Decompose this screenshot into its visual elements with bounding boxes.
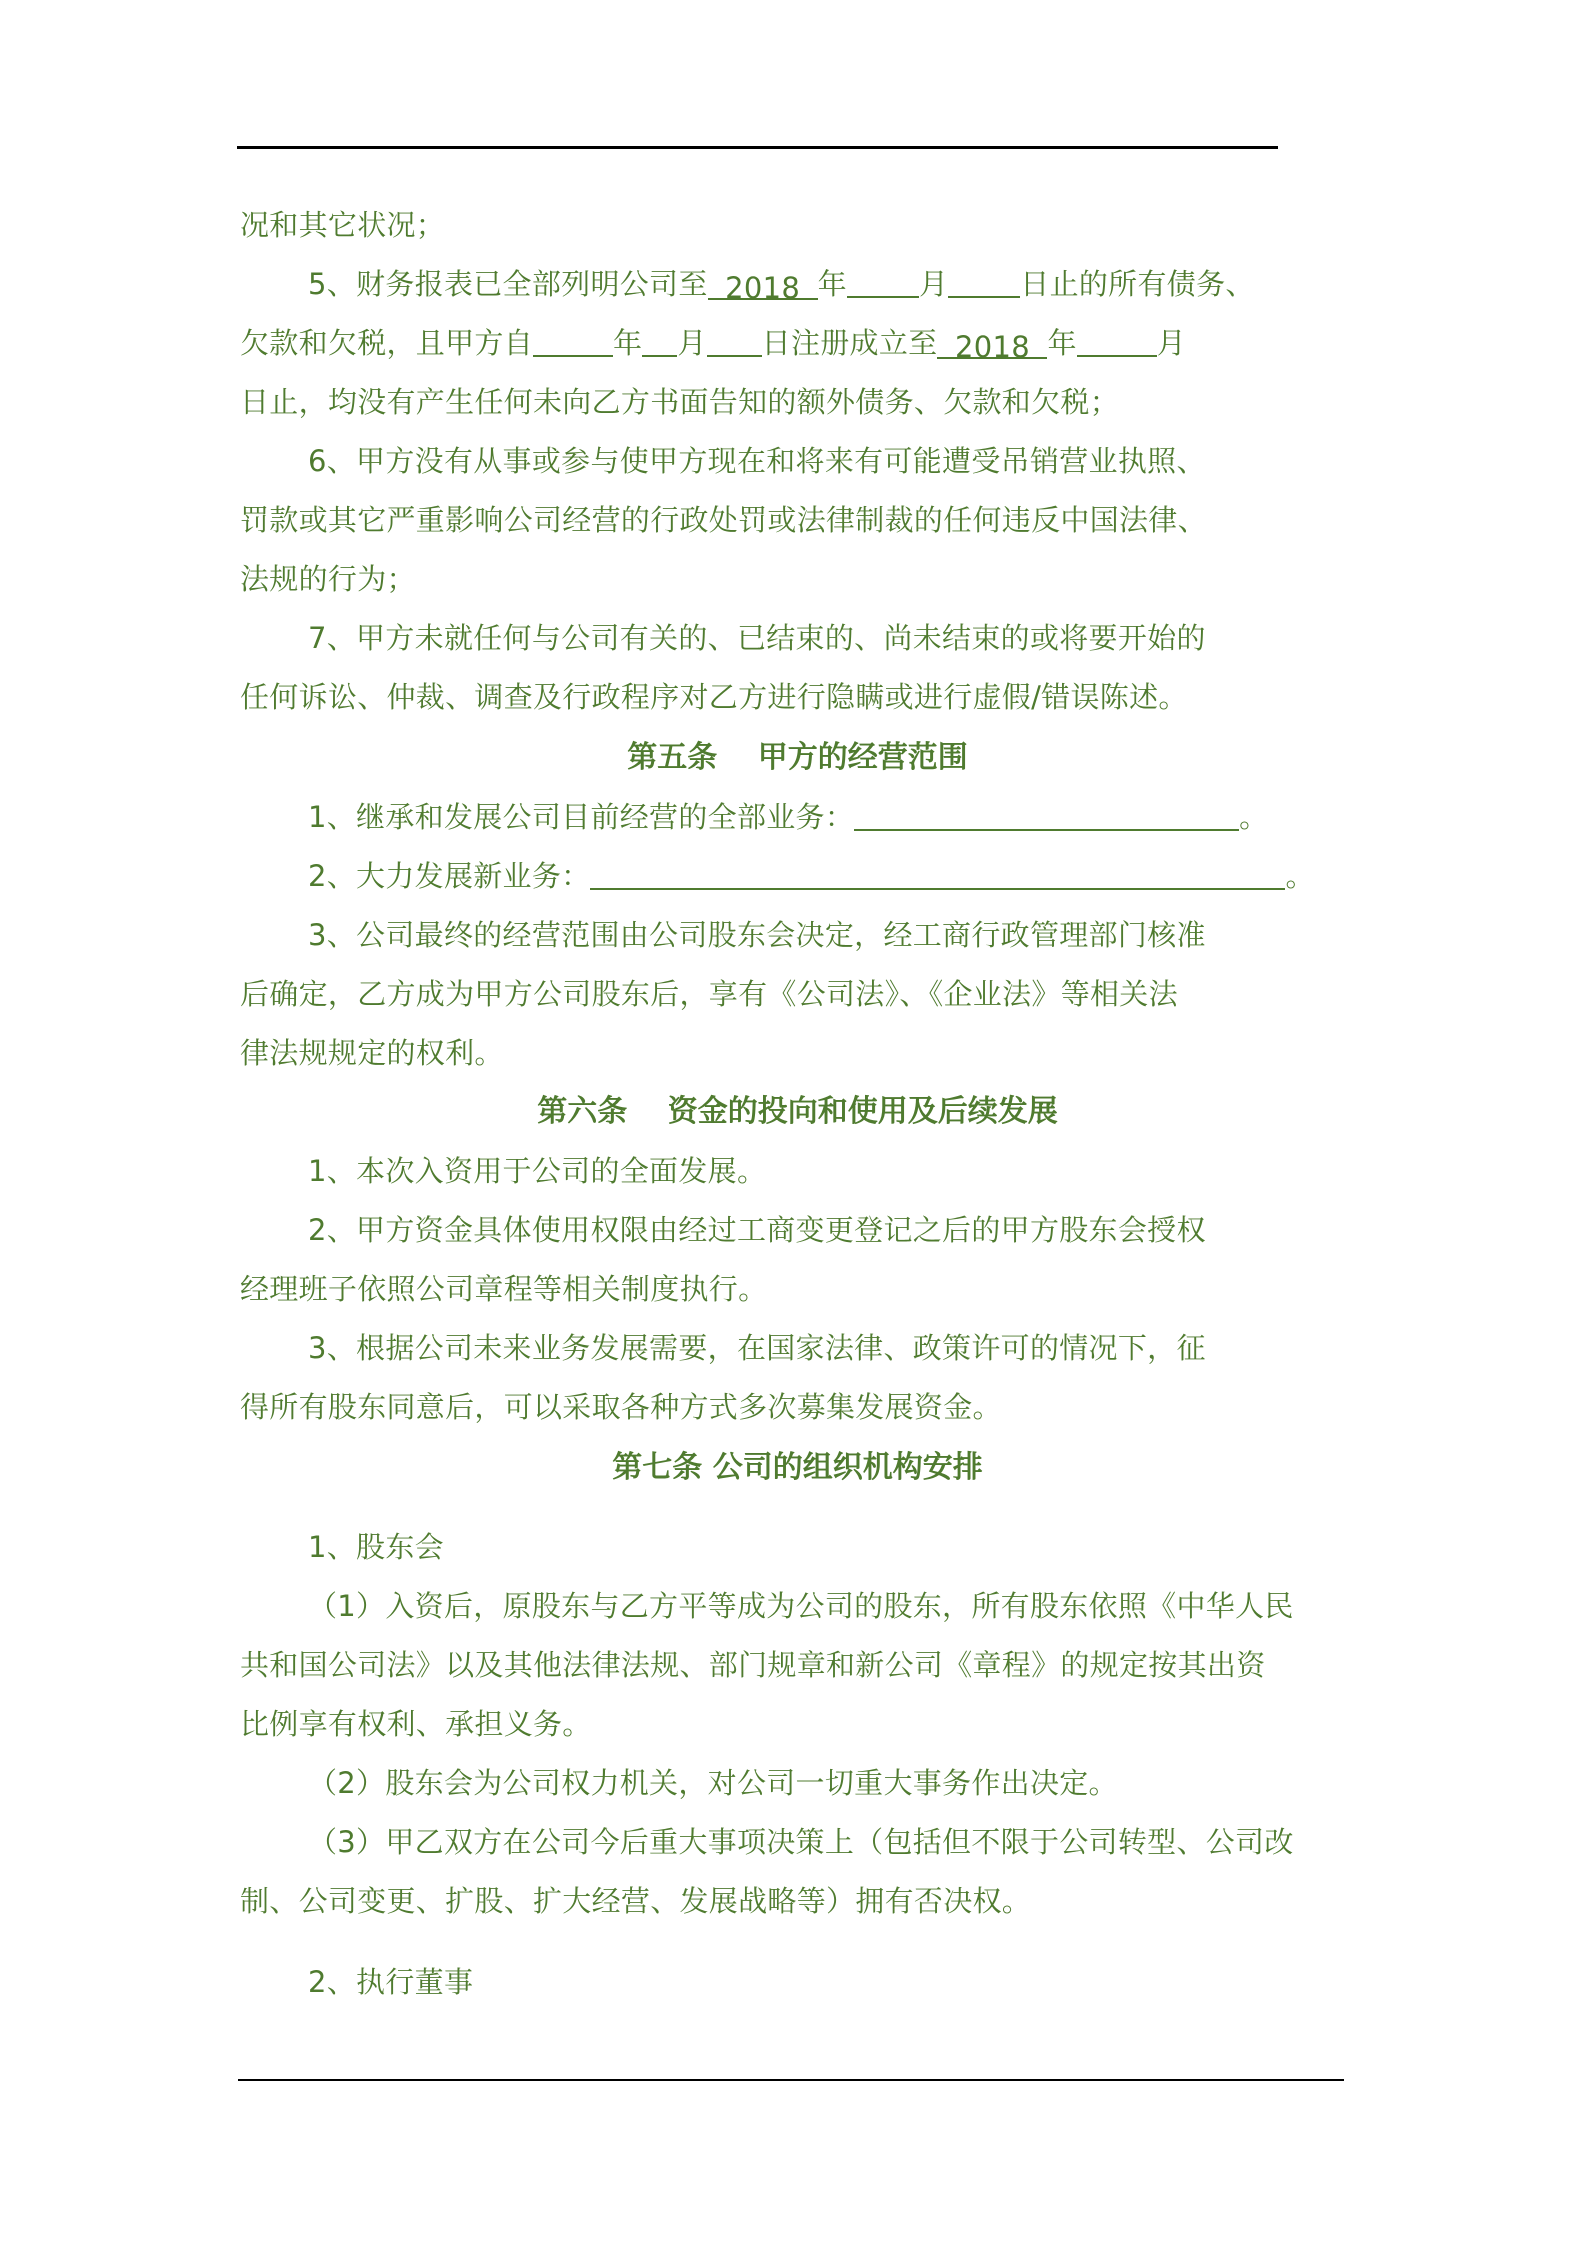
year-field-2: 2018: [937, 327, 1047, 359]
art6-item-1: 1、本次入资用于公司的全面发展。: [308, 1154, 767, 1188]
current-business-blank: [854, 799, 1239, 831]
clause-5-line-1: 5、财务报表已全部列明公司至 2018 年 月 日止的所有债务、: [308, 267, 1255, 305]
art7-p1-line-2: 共和国公司法》以及其他法律法规、部门规章和新公司《章程》的规定按其出资: [240, 1648, 1266, 1682]
clause-6-line-3: 法规的行为；: [240, 562, 416, 596]
art5-item-3-line-1: 3、公司最终的经营范围由公司股东会决定，经工商行政管理部门核准: [308, 918, 1206, 952]
reg-month-blank: [642, 325, 677, 357]
art7-p2: （2）股东会为公司权力机关，对公司一切重大事务作出决定。: [308, 1766, 1118, 1800]
footer-rule: [238, 2079, 1344, 2081]
art6-item-2-line-2: 经理班子依照公司章程等相关制度执行。: [240, 1272, 768, 1306]
art5-item-1: 1、继承和发展公司目前经营的全部业务： 。: [308, 800, 1269, 834]
art6-item-2-line-1: 2、甲方资金具体使用权限由经过工商变更登记之后的甲方股东会授权: [308, 1213, 1206, 1247]
article-7-title: 第七条 公司的组织机构安排: [612, 1450, 983, 1485]
year-field: 2018: [708, 268, 818, 300]
clause-5-line-2: 欠款和欠税，且甲方自 年 月 日注册成立至 2018 年 月: [240, 326, 1187, 364]
clause-6-line-1: 6、甲方没有从事或参与使甲方现在和将来有可能遭受吊销营业执照、: [308, 444, 1206, 478]
header-rule: [237, 146, 1278, 149]
article-5-title: 第五条 甲方的经营范围: [627, 740, 968, 775]
art6-item-3-line-1: 3、根据公司未来业务发展需要，在国家法律、政策许可的情况下，征: [308, 1331, 1206, 1365]
art7-section-2: 2、执行董事: [308, 1965, 474, 1999]
art5-item-3-line-2: 后确定，乙方成为甲方公司股东后，享有《公司法》、《企业法》等相关法: [240, 977, 1178, 1011]
art7-p1-line-3: 比例享有权利、承担义务。: [240, 1707, 592, 1741]
reg-year-blank: [533, 325, 613, 357]
art6-item-3-line-2: 得所有股东同意后，可以采取各种方式多次募集发展资金。: [240, 1390, 1002, 1424]
art7-p3-line-2: 制、公司变更、扩股、扩大经营、发展战略等）拥有否决权。: [240, 1884, 1032, 1918]
clause-5-line-3: 日止，均没有产生任何未向乙方书面告知的额外债务、欠款和欠税；: [240, 385, 1120, 419]
art7-section-1: 1、股东会: [308, 1530, 444, 1564]
day-blank: [948, 266, 1020, 298]
article-6-title: 第六条 资金的投向和使用及后续发展: [537, 1094, 1058, 1129]
month-blank-2: [1077, 325, 1157, 357]
clause-7-line-2: 任何诉讼、仲裁、调查及行政程序对乙方进行隐瞒或进行虚假/错误陈述。: [240, 680, 1188, 714]
art7-p3-line-1: （3）甲乙双方在公司今后重大事项决策上（包括但不限于公司转型、公司改: [308, 1825, 1294, 1859]
month-blank: [847, 266, 919, 298]
art7-p1-line-1: （1）入资后，原股东与乙方平等成为公司的股东，所有股东依照《中华人民: [308, 1589, 1294, 1623]
art5-item-2: 2、大力发展新业务： 。: [308, 859, 1315, 893]
text-line: 况和其它状况；: [240, 208, 446, 242]
new-business-blank: [590, 858, 1285, 890]
clause-7-line-1: 7、甲方未就任何与公司有关的、已结束的、尚未结束的或将要开始的: [308, 621, 1206, 655]
reg-day-blank: [707, 325, 762, 357]
clause-6-line-2: 罚款或其它严重影响公司经营的行政处罚或法律制裁的任何违反中国法律、: [240, 503, 1207, 537]
art5-item-3-line-3: 律法规规定的权利。: [240, 1036, 504, 1070]
